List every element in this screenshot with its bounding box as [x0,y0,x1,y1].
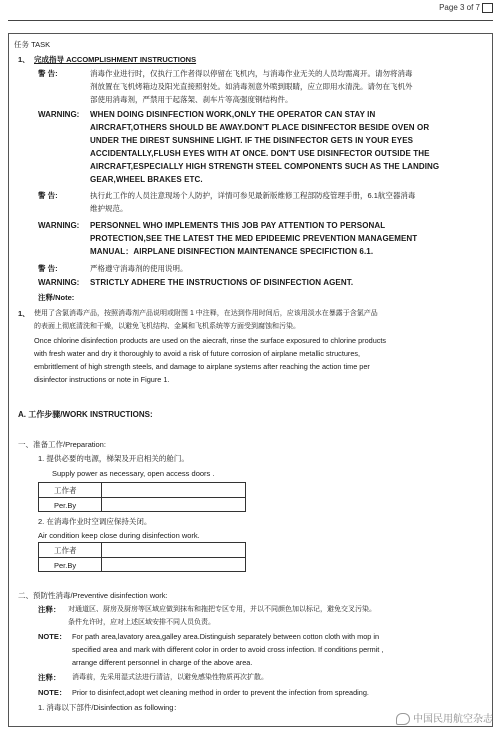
caution-label: 警 告: [38,69,58,78]
note-en-label: NOTE： [38,688,67,697]
note-en-line: Prior to disinfect,adopt wet cleaning method in order to prevent the infection from spreading. [72,688,369,697]
note-en-line: Once chlorine disinfection products are used on the aiecraft, rinse the surface exposured to chlorine products [34,336,387,345]
warning-text-line: ACCIDENTALLY,FLUSH EYES WITH AT ONCE. DON'T USE DISINFECTOR OUTSIDE THE [90,149,430,158]
task-label: 任务 TASK [14,40,51,49]
warning-text-line: PROTECTION,SEE THE LATEST THE MED EPIDEEMIC PREVENTION MANAGEMENT [90,234,418,243]
warning-text: STRICTLY ADHERE THE INSTRUCTIONS OF DISINFECTION AGENT. [90,278,354,287]
step-2-cn: 2. 在消毒作业时空调应保持关闭。 [38,517,152,526]
warning-label: WARNING: [38,221,80,230]
step-1-en: Supply power as necessary, open access doors . [52,469,215,478]
chat-bubble-icon [396,713,410,725]
disinfection-step: 1. 消毒以下部件/Disinfection as following： [38,703,181,712]
caution-text-line: 维护规范。 [90,204,128,213]
caution-text-line: 部使用消毒剂，严禁用于起落架、刹车片等高强度钢结构件。 [90,95,293,104]
note-cn-line: 的表面上彻底清洗和干燥，以避免飞机结构、金属和飞机系统等方面受到腐蚀和污染。 [34,323,300,330]
worker-label-en: Per.By [54,561,77,570]
caution-text: 严格遵守消毒剂的使用说明。 [90,264,188,273]
note-cn-line: 使用了含氯消毒产品，按照消毒剂产品说明或附图 1 中注释，在达到作用时间后，应该用淡水在暴露于含氯产品 [34,310,378,317]
note-label: 注释/Note: [38,293,75,302]
preventive-title: 二、预防性消毒/Preventive disinfection work: [18,591,168,600]
warning-label: WARNING: [38,278,80,287]
note-en-label: NOTE： [38,632,67,641]
worker-label-cn: 工作者 [54,486,77,495]
warning-label: WARNING: [38,110,80,119]
note-en-line: arrange different personnel in charge of the above area. [72,658,253,667]
preparation-title: 一、准备工作/Preparation: [18,440,106,449]
note-en-line: specified area and mark with different color in order to avoid cross infection. If conditions permit , [72,645,384,654]
note-en-line: embrittlement of high strength steels, and damage to airplane systems after reaching the action time per [34,362,370,371]
worker-label-cn: 工作者 [54,546,77,555]
note-en-line: with fresh water and dry it thoroughly to avoid a risk of future corrosion of airplane metallic structures, [34,349,361,358]
warning-text-line: AIRCRAFT,OTHERS SHOULD BE AWAY.DON'T PLACE DISINFECTOR BESIDE OVEN OR [90,123,430,132]
warning-text-line: GEAR,WHEEL BRAKES ETC. [90,175,203,184]
warning-text-line: PERSONNEL WHO IMPLEMENTS THIS JOB PAY ATTENTION TO PERSONAL [90,221,386,230]
caution-text-line: 剂放置在飞机烤箱边及阳光直接照射处。如消毒剂意外喷到眼睛，应立即用水清洗。请勿在飞机外 [90,82,413,91]
caution-label: 警 告: [38,264,58,273]
note-cn-line: 消毒前，先采用湿式法进行清洁，以避免感染性物质再次扩散。 [72,674,268,681]
caution-text-line: 消毒作业进行时，仅执行工作者得以停留在飞机内，与消毒作业无关的人员均需离开。请勿将消毒 [90,69,413,78]
note-en-line: disinfector instructions or note in Figure 1. [34,375,170,384]
note-label: 注释： [38,605,61,614]
warning-text-line: MANUAL：AIRPLANE DISINFECTION MAINTENANCE SPECIFICTION 6.1. [90,247,374,256]
section-1-title: 完成指导 ACCOMPLISHMENT INSTRUCTIONS [34,55,197,64]
worker-label-en: Per.By [54,501,77,510]
warning-text-line: WHEN DOING DISINFECTION WORK,ONLY THE OPERATOR CAN STAY IN [90,110,376,119]
caution-label: 警 告: [38,191,58,200]
caution-text-line: 执行此工作的人员注意现场个人防护，详情可参见最新版维修工程部防疫管理手册，6.1航空器消毒 [90,191,416,200]
work-instructions-title: A. 工作步骤/WORK INSTRUCTIONS: [18,410,153,419]
step-1-cn: 1. 提供必要的电源，梯架及开启相关的舱门。 [38,454,189,463]
note-en-line: For path area,lavatory area,galley area.Distinguish separately between cotton cloth with mop in [72,632,380,641]
note-cn-line: 对通道区、厨房及厨房等区域应做到抹布和拖把专区专用，并以不同颜色加以标记，避免交叉污染。 [68,606,376,613]
warning-text-line: UNDER THE DIREST SUNSHINE LIGHT. IF THE DISINFECTOR GETS IN YOUR EYES [90,136,414,145]
note-label: 注释： [38,673,61,682]
page-number: Page 3 of 7 [439,3,493,13]
step-2-en: Air condition keep close during disinfection work. [38,531,200,540]
header-rule [8,20,493,21]
note-cn-line: 条件允许时，应对上述区域安排不同人员负责。 [68,619,215,626]
page-number-box [482,3,493,13]
note-number: 1、 [18,309,30,318]
watermark: 中国民用航空杂志 [396,710,493,725]
warning-text-line: AIRCRAFT,ESPECIALLY HIGH STRENGTH STEEL COMPONENTS SUCH AS THE LANDING [90,162,440,171]
section-1-number: 1、 [18,55,30,64]
